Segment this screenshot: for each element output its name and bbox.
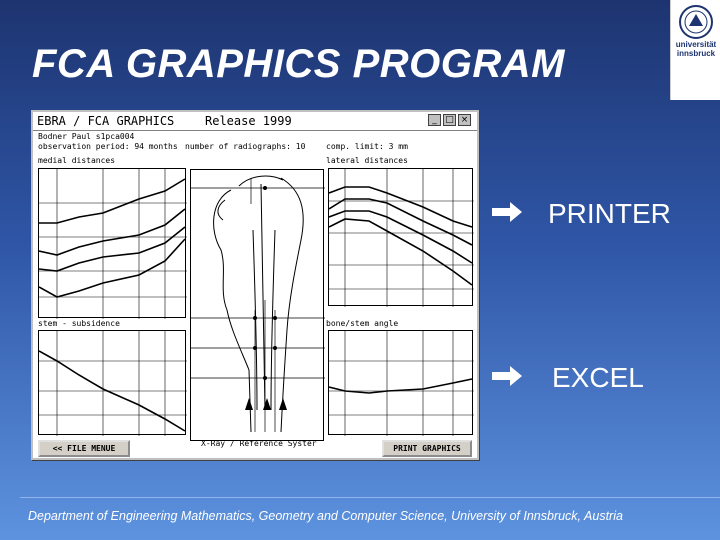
medial-distances-plot [38,168,186,318]
comp-limit: comp. limit: 3 mm [326,142,408,151]
patient-name: Bodner Paul s1pca004 [38,132,135,141]
footer-divider [20,497,720,498]
logo-line-1: universität [675,40,717,49]
slide-title: FCA GRAPHICS PROGRAM [32,42,565,86]
minimize-button[interactable]: _ [428,114,441,126]
medial-label: medial distances [38,156,116,165]
excel-label: EXCEL [552,362,644,393]
university-logo [670,0,720,100]
arrow-right-icon [492,366,522,386]
footer-text: Department of Engineering Mathematics, Geometry and Computer Science, University of Innsbruck, Austria [28,509,623,523]
bone-stem-angle-plot [328,330,473,435]
angle-label: bone/stem angle [326,319,399,328]
stem-subsidence-plot [38,330,186,435]
logo-line-2: innsbruck [676,49,716,58]
observation-period: observation period: 94 months [38,142,178,151]
xray-reference-view [190,169,324,441]
window-titlebar[interactable] [33,112,477,131]
fca-graphics-window [31,110,479,460]
xray-caption: X-Ray / Reference Syster [201,439,317,448]
maximize-button[interactable]: □ [443,114,456,126]
subsidence-label: stem - subsidence [38,319,120,328]
arrow-right-icon [492,202,522,222]
print-graphics-button[interactable]: PRINT GRAPHICS [382,440,472,457]
radiograph-count: number of radiographs: 10 [185,142,306,151]
printer-label: PRINTER [548,198,671,229]
window-release: Release 1999 [205,114,292,128]
file-menu-button[interactable]: << FILE MENUE [38,440,130,457]
window-app-name: EBRA / FCA GRAPHICS [37,114,175,128]
seal-icon [675,4,717,40]
lateral-distances-plot [328,168,473,306]
close-button[interactable]: × [458,114,471,126]
lateral-label: lateral distances [326,156,408,165]
